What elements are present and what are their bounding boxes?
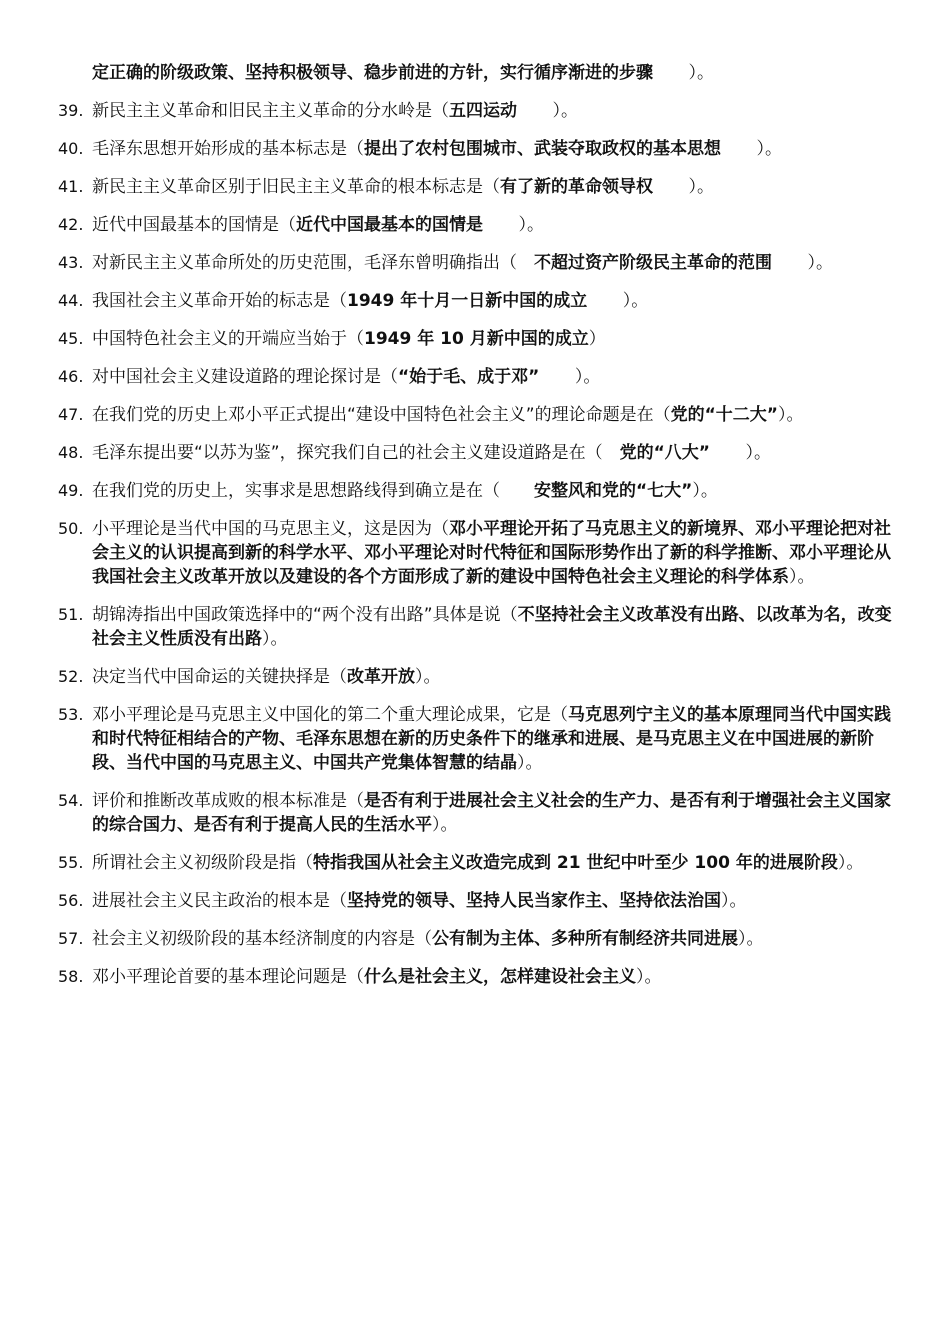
question-item	[0, 99, 904, 123]
question-close: ）。	[756, 139, 783, 159]
answer-text: 公有制为主体、多种所有制经济共同进展	[432, 929, 738, 949]
question-number: 52.	[58, 667, 84, 686]
question-body	[92, 175, 904, 199]
continued-close: ）。	[688, 63, 715, 83]
question-body	[92, 137, 904, 161]
question-text: 对中国社会主义建设道路的理论探讨是（	[92, 367, 398, 387]
question-body	[92, 851, 904, 875]
answer-text: 提出了农村包围城市、武装夺取政权的基本思想	[364, 139, 721, 159]
question-body	[92, 703, 904, 775]
question-text: 邓小平理论是马克思主义中国化的第二个重大理论成果，它是（	[92, 705, 568, 725]
question-text: 胡锦涛指出中国政策选择中的“两个没有出路”具体是说（	[92, 605, 518, 625]
answer-text: 不超过资产阶级民主革命的范围	[534, 253, 772, 273]
answer-text: 什么是社会主义，怎样建设社会主义	[364, 967, 636, 987]
question-body	[92, 789, 904, 837]
question-item	[0, 927, 904, 951]
question-item	[0, 365, 904, 389]
question-item	[0, 251, 904, 275]
answer-text: 1949 年十月一日新中国的成立	[347, 291, 588, 311]
question-text: 在我们党的历史上邓小平正式提出“建设中国特色社会主义”的理论命题是在（	[92, 405, 671, 425]
question-close: ）。	[777, 405, 804, 425]
answer-text: 五四运动	[449, 101, 517, 121]
answer-text: 1949 年 10 月新中国的成立	[364, 329, 589, 349]
question-item	[0, 441, 904, 465]
question-body	[92, 99, 904, 123]
answer-text: 党的“十二大”	[670, 405, 778, 425]
question-body	[92, 365, 904, 389]
question-text: 社会主义初级阶段的基本经济制度的内容是（	[92, 929, 432, 949]
question-number: 54.	[58, 791, 84, 810]
question-text: 中国特色社会主义的开端应当始于（	[92, 329, 364, 349]
question-list	[0, 99, 950, 1003]
question-number: 42.	[58, 215, 84, 234]
question-item	[0, 137, 904, 161]
question-close: ）。	[518, 215, 545, 235]
question-number: 46.	[58, 367, 84, 386]
question-close: ）。	[415, 667, 441, 687]
question-item	[0, 889, 904, 913]
question-number: 57.	[58, 929, 84, 948]
question-item	[0, 965, 904, 989]
question-text: 毛泽东思想开始形成的基本标志是（	[92, 139, 364, 159]
question-body	[92, 251, 904, 275]
answer-text: 党的“八大”	[619, 443, 710, 463]
answer-text: 安整风和党的“七大”	[534, 481, 693, 501]
question-text: 小平理论是当代中国的马克思主义，这是因为（	[92, 519, 449, 539]
question-item	[0, 517, 904, 589]
question-number: 50.	[58, 519, 84, 538]
question-number: 41.	[58, 177, 84, 196]
question-close: ）。	[432, 815, 458, 835]
question-item	[0, 665, 904, 689]
answer-text: 不坚持社会主义改革没有出路、以改革为名，改变社会主义性质没有出路	[92, 605, 892, 649]
answer-text: 邓小平理论开拓了马克思主义的新境界、邓小平理论把对社会主义的认识提高到新的科学水平、邓小平理论对时代特征和国际形势作出了新的科学推断、邓小平理论从我国社会主义改革开放以及建设的各个方面形成了新的建设中国特色社会主义理论的科学体系	[92, 519, 891, 587]
answer-text: 特指我国从社会主义改造完成到 21 世纪中叶至少 100 年的进展阶段	[313, 853, 838, 873]
question-number: 53.	[58, 705, 84, 724]
question-close: ）。	[692, 481, 718, 501]
answer-text: 是否有利于进展社会主义社会的生产力、是否有利于增强社会主义国家的综合国力、是否有利于提高人民的生活水平	[92, 791, 891, 835]
question-close: ）。	[837, 853, 864, 873]
question-close: ）。	[636, 967, 662, 987]
answer-text: 改革开放	[347, 667, 415, 687]
question-text: 新民主主义革命区别于旧民主主义革命的根本标志是（	[92, 177, 500, 197]
question-body	[92, 479, 904, 503]
question-close: ）。	[721, 891, 747, 911]
question-body	[92, 327, 904, 351]
answer-text: 坚持党的领导、坚持人民当家作主、坚持依法治国	[347, 891, 721, 911]
question-item	[0, 789, 904, 837]
question-close: ）	[588, 329, 606, 349]
question-close: ）。	[807, 253, 834, 273]
question-item	[0, 851, 904, 875]
question-number: 58.	[58, 967, 84, 986]
question-text: 邓小平理论首要的基本理论问题是（	[92, 967, 364, 987]
question-number: 51.	[58, 605, 84, 624]
question-text: 决定当代中国命运的关键抉择是（	[92, 667, 347, 687]
answer-text: “始于毛、成于邓”	[398, 367, 540, 387]
question-body	[92, 927, 904, 951]
question-number: 45.	[58, 329, 84, 348]
question-item	[0, 175, 904, 199]
question-text: 进展社会主义民主政治的根本是（	[92, 891, 347, 911]
question-number: 39.	[58, 101, 84, 120]
question-text: 新民主主义革命和旧民主主义革命的分水岭是（	[92, 101, 449, 121]
question-text: 评价和推断改革成败的根本标准是（	[92, 791, 364, 811]
question-body	[92, 289, 904, 313]
question-number: 40.	[58, 139, 84, 158]
answer-text: 马克思列宁主义的基本原理同当代中国实践和时代特征相结合的产物、毛泽东思想在新的历史条件下的继承和进展、是马克思主义在中国进展的新阶段、当代中国的马克思主义、中国共产党集体智慧的结晶	[92, 705, 891, 773]
question-close: ）。	[262, 629, 288, 649]
question-body	[92, 603, 904, 651]
question-close: ）。	[622, 291, 649, 311]
question-item	[0, 289, 904, 313]
question-item	[0, 403, 904, 427]
answer-text: 近代中国最基本的国情是	[296, 215, 483, 235]
question-text: 对新民主主义革命所处的历史范围，毛泽东曾明确指出（	[92, 253, 534, 273]
question-body	[92, 213, 904, 237]
question-text: 毛泽东提出要“以苏为鉴”，探究我们自己的社会主义建设道路是在（	[92, 443, 620, 463]
question-text: 近代中国最基本的国情是（	[92, 215, 296, 235]
question-text: 我国社会主义革命开始的标志是（	[92, 291, 347, 311]
question-text: 所谓社会主义初级阶段是指（	[92, 853, 313, 873]
question-item	[0, 327, 904, 351]
question-close: ）。	[552, 101, 579, 121]
question-close: ）。	[789, 567, 815, 587]
question-close: ）。	[738, 929, 764, 949]
question-body	[92, 889, 904, 913]
question-body	[92, 665, 904, 689]
continued-answer: 定正确的阶级政策、坚持积极领导、稳步前进的方针，实行循序渐进的步骤	[92, 63, 653, 83]
question-close: ）。	[574, 367, 601, 387]
question-close: ）。	[688, 177, 715, 197]
question-number: 48.	[58, 443, 84, 462]
question-number: 56.	[58, 891, 84, 910]
question-item	[0, 603, 904, 651]
question-body	[92, 441, 904, 465]
question-item	[0, 479, 904, 503]
question-body	[92, 517, 904, 589]
question-number: 43.	[58, 253, 84, 272]
question-text: 在我们党的历史上，实事求是思想路线得到确立是在（	[92, 481, 534, 501]
answer-text: 有了新的革命领导权	[500, 177, 653, 197]
question-body	[92, 403, 904, 427]
question-body	[92, 965, 904, 989]
question-number: 49.	[58, 481, 84, 500]
question-item	[0, 213, 904, 237]
question-number: 47.	[58, 405, 84, 424]
question-close: ）。	[517, 753, 543, 773]
question-item	[0, 703, 904, 775]
question-number: 44.	[58, 291, 84, 310]
question-close: ）。	[745, 443, 771, 463]
continued-text	[92, 61, 902, 85]
question-number: 55.	[58, 853, 84, 872]
